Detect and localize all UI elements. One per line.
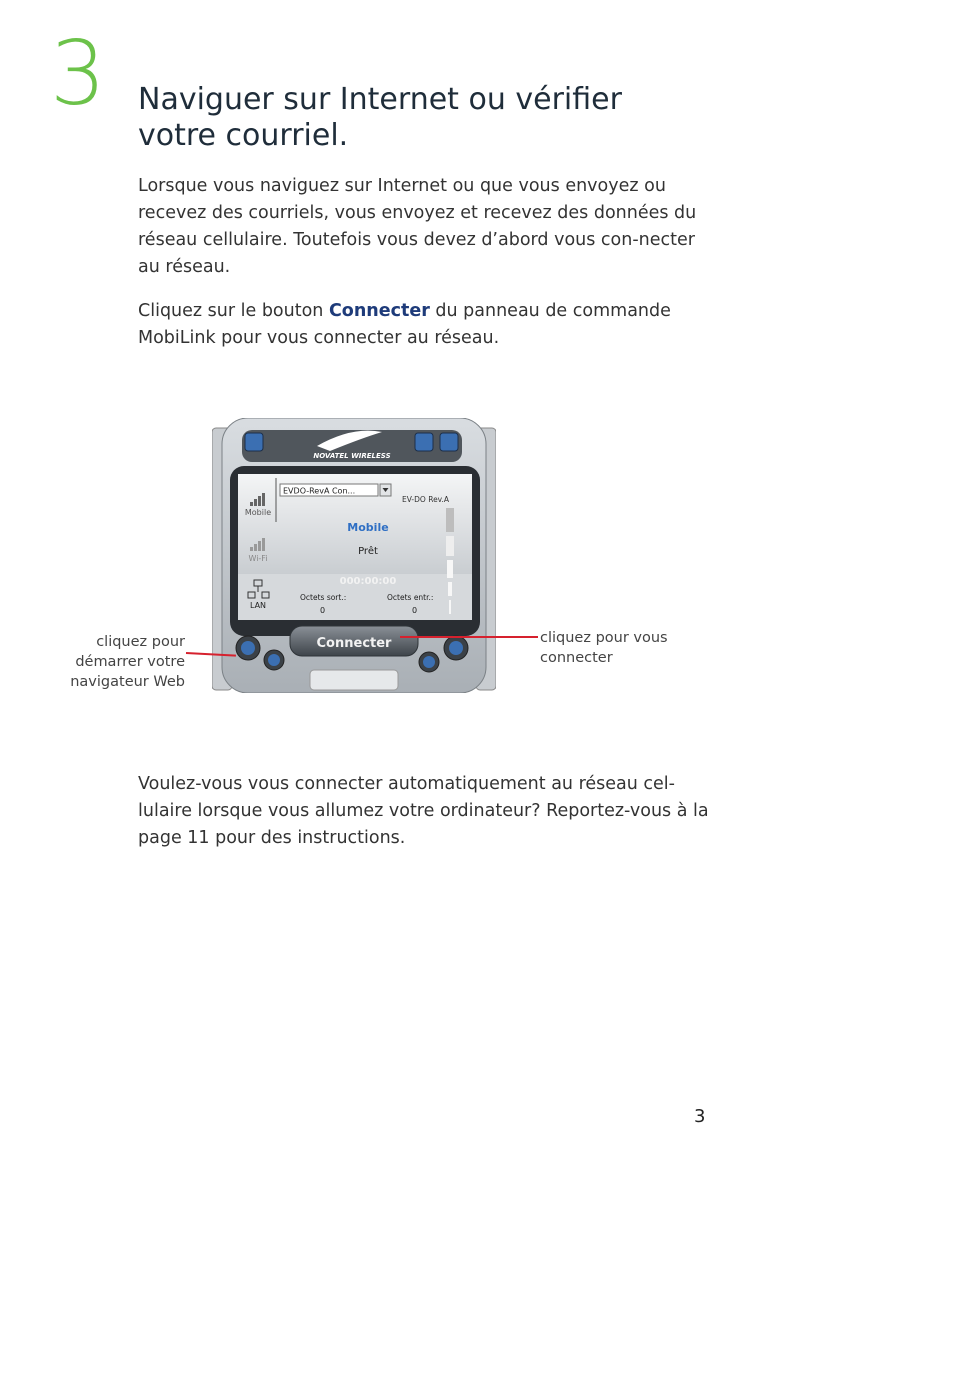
callout-connect: cliquez pour vous connecter (540, 630, 668, 666)
title-line-2: votre courriel. (138, 118, 349, 153)
bytes-in-label: Octets entr.: (387, 593, 434, 602)
connection-timer: 000:00:00 (339, 576, 397, 587)
instruction-paragraph (138, 298, 713, 352)
network-select-value: EVDO-RevA Con... (283, 486, 356, 496)
callout-line-right (400, 636, 538, 638)
instruction-text-before: Cliquez sur le bouton (138, 301, 329, 321)
callout-browser: cliquez pour démarrer votre navigateur Web (70, 634, 185, 690)
network-type: EV-DO Rev.A (402, 495, 450, 504)
expand-tab[interactable] (310, 670, 398, 690)
title-line-1: Naviguer sur Internet ou vérifier (138, 82, 622, 117)
mode-mobile[interactable]: Mobile (244, 508, 272, 517)
inline-connect-label: Connecter (328, 301, 430, 321)
sms-icon (423, 656, 435, 668)
minimize-icon[interactable] (415, 433, 433, 451)
mode-lan[interactable]: LAN (249, 601, 267, 610)
status-mode: Mobile (347, 521, 389, 534)
auto-connect-paragraph: Voulez-vous vous connecter automatiquement au réseau cel-lulaire lorsque vous allumez votre ordinateur? Reportez-vous à la page 11 pour des instructions. (138, 774, 709, 848)
brand-name: NOVATEL WIRELESS (313, 452, 391, 460)
email-icon (268, 654, 280, 666)
step-number: 3 (50, 22, 106, 125)
mode-wifi[interactable]: Wi-Fi (248, 554, 268, 563)
page-number: 3 (694, 1106, 706, 1127)
info-icon (241, 641, 255, 655)
intro-paragraph: Lorsque vous naviguez sur Internet ou que vous envoyez ou recevez des courriels, vous envoyez et recevez des données du réseau cellulaire. Toutefois vous devez d’abord vous con-necter au réseau. (138, 176, 697, 277)
status-text: Prêt (358, 546, 378, 557)
menu-icon[interactable] (245, 433, 263, 451)
mobilink-control-panel (212, 418, 496, 693)
connect-button-label: Connecter (316, 636, 392, 651)
page-title (138, 82, 698, 154)
instruction-text-after: du panneau de commande MobiLink pour vous connecter au réseau. (138, 301, 671, 348)
bytes-out-label: Octets sort.: (300, 593, 347, 602)
bytes-in-value: 0 (412, 606, 418, 615)
bytes-out-value: 0 (320, 606, 326, 615)
help-icon (449, 641, 463, 655)
close-icon[interactable] (440, 433, 458, 451)
